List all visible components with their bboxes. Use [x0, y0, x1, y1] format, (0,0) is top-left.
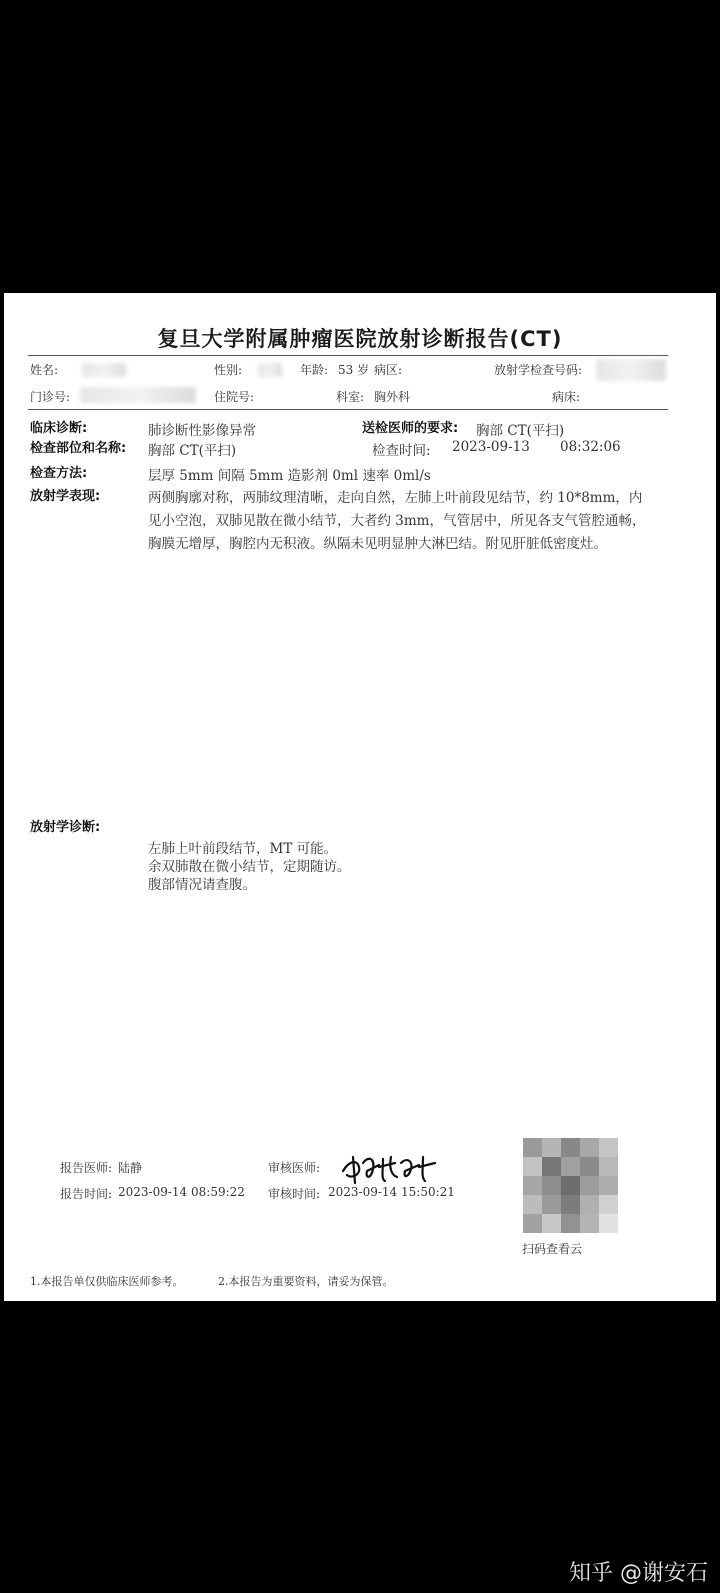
diagnosis-line: 腹部情况请查腹。 [148, 877, 256, 893]
findings-label: 放射学表现: [30, 489, 101, 504]
qr-caption: 扫码查看云 [522, 1242, 583, 1256]
exam-date: 2023-09-13 [452, 439, 530, 455]
findings-line: 胸膜无增厚，胸腔内无积液。纵隔未见明显肿大淋巴结。附见肝脏低密度灶。 [148, 536, 607, 552]
site-value: 胸部 CT(平扫) [148, 443, 237, 459]
report-doctor-label: 报告医师: [60, 1161, 113, 1175]
inpatient-label: 住院号: [214, 390, 255, 404]
dept-value: 胸外科 [374, 390, 411, 404]
report-time-label: 报告时间: [60, 1187, 113, 1201]
footnote-1: 1.本报告单仅供临床医师参考。 [30, 1275, 184, 1288]
header-top-rule [28, 355, 668, 356]
bed-label: 病床: [552, 390, 581, 404]
outpatient-label: 门诊号: [30, 390, 71, 404]
exam-clock: 08:32:06 [560, 439, 621, 455]
diagnosis-line: 余双肺散在微小结节，定期随访。 [148, 859, 351, 875]
report-paper [4, 293, 716, 1301]
diagnosis-label: 放射学诊断: [30, 820, 101, 835]
gender-redacted [258, 363, 282, 377]
requester-value: 胸部 CT(平扫) [476, 423, 565, 439]
method-label: 检查方法: [30, 466, 88, 481]
review-time-label: 审核时间: [268, 1187, 321, 1201]
exam-time-label: 检查时间: [372, 443, 431, 459]
outpatient-redacted [80, 387, 196, 403]
requester-label: 送检医师的要求: [362, 421, 459, 436]
zhihu-watermark: 知乎 @谢安石 [569, 1561, 708, 1586]
site-label: 检查部位和名称: [30, 441, 127, 456]
qr-code-icon [523, 1138, 618, 1233]
exam-no-label: 放射学检查号码: [494, 363, 583, 377]
name-label: 姓名: [30, 363, 59, 377]
report-title: 复旦大学附属肿瘤医院放射诊断报告(CT) [157, 327, 563, 351]
age-value: 53 岁 [338, 363, 370, 377]
findings-line: 见小空泡，双肺见散在微小结节，大者约 3mm，气管居中，所见各支气管腔通畅， [148, 513, 646, 529]
age-label: 年龄: [300, 363, 329, 377]
method-value: 层厚 5mm 间隔 5mm 造影剂 0ml 速率 0ml/s [148, 468, 431, 484]
name-redacted [82, 363, 126, 377]
exam-no-redacted [596, 359, 666, 381]
gender-label: 性别: [214, 363, 243, 377]
review-time-value: 2023-09-14 15:50:21 [328, 1185, 455, 1199]
findings-text [148, 487, 645, 556]
header-bottom-rule [28, 409, 668, 410]
report-time-value: 2023-09-14 08:59:22 [118, 1185, 245, 1199]
footnote-2: 2.本报告为重要资料，请妥为保管。 [218, 1275, 394, 1288]
ward-label: 病区: [374, 363, 403, 377]
clinical-label: 临床诊断: [30, 421, 88, 436]
report-doctor-value: 陆静 [118, 1161, 143, 1175]
diagnosis-line: 左肺上叶前段结节，MT 可能。 [148, 841, 338, 857]
reviewer-label: 审核医师: [268, 1161, 321, 1175]
dept-label: 科室: [336, 390, 365, 404]
diagnosis-text [148, 840, 351, 894]
findings-line: 两侧胸廓对称，两肺纹理清晰，走向自然，左肺上叶前段见结节，约 10*8mm，内 [148, 490, 643, 506]
handwritten-signature-icon [339, 1149, 439, 1189]
clinical-value: 肺诊断性影像异常 [148, 423, 256, 439]
